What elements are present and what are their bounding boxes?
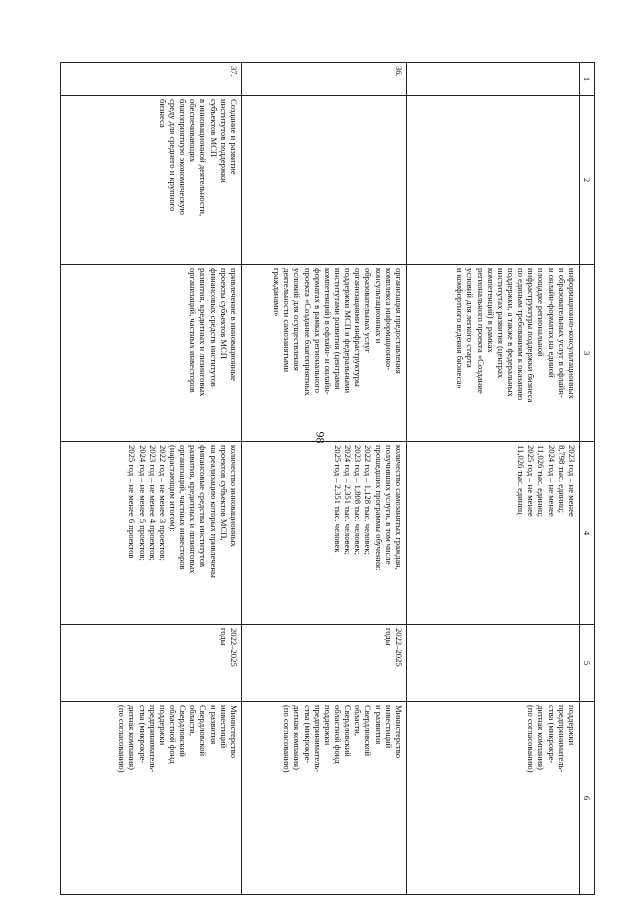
period-line: 2022–2025 [228, 628, 239, 667]
executor-line: Свердловской [198, 705, 209, 757]
activity-line: компетенций) в офлайн- и онлайн- [322, 268, 333, 395]
title-line: институтов поддержки [218, 99, 229, 183]
executor-line: ства (микрокре- [546, 705, 557, 764]
header-col-3: 3 [579, 265, 594, 442]
executor-line: поддержки [566, 705, 577, 746]
indicator-line: 8,798 тыс. единиц; [556, 445, 567, 513]
period-line: 2022–2025 [393, 628, 404, 667]
executor-line: предприниматель- [147, 705, 158, 773]
page-number: 98 [313, 431, 328, 444]
executor-line: дитная компания) [292, 705, 303, 770]
executor-line: дитная компания) [127, 705, 138, 770]
activity-line: деятельности самозанятыми [282, 268, 293, 373]
executor-line: предприниматель- [312, 705, 323, 773]
executor-line: предприниматель- [556, 705, 567, 773]
executor-line: Министерство [228, 705, 239, 758]
activity-line: площадке региональной [536, 268, 547, 357]
cell-activity [60, 265, 241, 442]
cell-period [60, 625, 241, 702]
table-row [241, 63, 406, 895]
indicator-line: 2023 год – не менее 4 проектов; [147, 445, 158, 561]
executor-line: и развития [373, 705, 384, 745]
rotated-table-wrapper [80, 62, 595, 852]
indicator-line: развития, кредитных и лизинговых [188, 445, 199, 574]
title-line: бизнеса [157, 99, 168, 128]
plan-table [60, 62, 595, 895]
period-line: годы [218, 628, 229, 646]
activity-line: финансовых средств институтов [208, 268, 219, 387]
activity-line: проекты субъектов МСП [218, 268, 229, 359]
cell-period [241, 625, 406, 702]
activity-line: и онлайн-форматах на единой [546, 268, 557, 378]
indicator-line: 2022 год – 1,128 тыс. человек; [363, 445, 374, 555]
activity-line: гражданами» [272, 268, 283, 317]
indicator-line: на реализацию которых привлечены [208, 445, 219, 578]
cell-title [241, 96, 406, 265]
period-line: годы [383, 628, 394, 646]
indicator-line: 11,026 тыс. единиц [516, 445, 527, 515]
title-line: среду для среднего и крупного [168, 99, 179, 212]
activity-line: организациями инфраструктуры [353, 268, 364, 387]
executor-line: области, [353, 705, 364, 736]
cell-executor [60, 702, 241, 895]
header-col-1: 1 [579, 63, 594, 96]
indicator-line: 2022 год – не менее 3 проектов; [157, 445, 168, 561]
activity-line: инфраструктуры поддержки бизнеса [526, 268, 537, 403]
executor-line: Свердловской [363, 705, 374, 757]
cell-number [406, 63, 579, 96]
executor-line: ства (микрокре- [302, 705, 313, 764]
indicator-line: 2025 год – не менее [526, 445, 537, 517]
indicator-line: финансовые средства институтов [198, 445, 209, 568]
cell-number: 37. [60, 63, 241, 96]
executor-line: инвестиций [218, 705, 229, 749]
indicator-line: количество инновационных [228, 445, 239, 547]
cell-indicator [406, 442, 579, 625]
title-line: субъектов МСП [208, 99, 219, 158]
indicator-line: 2024 год – 2,351 тыс. человек; [343, 445, 354, 555]
executor-line: области, [188, 705, 199, 736]
table-row [406, 63, 579, 895]
rotated-table-frame [80, 62, 595, 852]
activity-line: привлечение в инновационные [228, 268, 239, 381]
indicator-line: получивших услуги, в том числе [383, 445, 394, 565]
indicator-line: проектов субъектов МСП, [218, 445, 229, 541]
executor-line: Свердловский [178, 705, 189, 757]
title-line: обеспечивающих [188, 99, 199, 163]
header-col-2: 2 [579, 96, 594, 265]
cell-number: 36. [241, 63, 406, 96]
activity-line: форматах в рамках регионального [312, 268, 323, 393]
executor-line: инвестиций [383, 705, 394, 749]
activity-line: проекта «Создание благоприятных [302, 268, 313, 396]
activity-line: компетенций) в рамках [485, 268, 496, 353]
executor-line: поддержки [157, 705, 168, 746]
executor-line: (по согласованию) [282, 705, 293, 773]
activity-line: и образовательных услуг в офлайн- [556, 268, 567, 398]
indicator-line: 2025 год – 2,351 тыс. человек [333, 445, 344, 553]
activity-line: по единым требованиям к оказанию [516, 268, 527, 401]
executor-line: ства (микрокре- [137, 705, 148, 764]
executor-line: поддержки [322, 705, 333, 746]
activity-line: институтами развития (центрами [333, 268, 344, 390]
indicator-line: 2024 год – не менее 5 проектов; [137, 445, 148, 561]
executor-line: дитная компания) [536, 705, 547, 770]
activity-line: комплекса информационно- [383, 268, 394, 371]
indicator-line: организаций, частных инвесторов [178, 445, 189, 570]
activity-line: образовательных услуг [363, 268, 374, 353]
table-row [60, 63, 241, 895]
cell-indicator [241, 442, 406, 625]
cell-title [406, 96, 579, 265]
executor-line: Свердловский [343, 705, 354, 757]
activity-line: консультационных и [373, 268, 384, 344]
executor-line: (по согласованию) [526, 705, 537, 773]
indicator-line: количество самозанятых граждан, [393, 445, 404, 570]
activity-line: институтах развития (центрах [495, 268, 506, 379]
activity-line: поддержки МСП и федеральными [343, 268, 354, 394]
activity-line: информационно-консультационных [566, 268, 577, 399]
header-col-6: 6 [579, 702, 594, 895]
indicator-line: 11,026 тыс. единиц; [536, 445, 547, 517]
executor-line: областной фонд [168, 705, 179, 764]
cell-title [60, 96, 241, 265]
header-col-5: 5 [579, 625, 594, 702]
activity-line: условий для легкого старта [465, 268, 476, 368]
table-body [60, 63, 579, 895]
indicator-line: 2025 год – не менее 6 проектов [127, 445, 138, 559]
executor-line: и развития [208, 705, 219, 745]
cell-executor [406, 702, 579, 895]
indicator-line: 2023 год – 1,808 тыс. человек; [353, 445, 364, 555]
title-line: в инновационной деятельности, [198, 99, 209, 217]
activity-line: условий для осуществления [292, 268, 303, 371]
title-line: благоприятную экономическую [178, 99, 189, 215]
indicator-line: 2024 год – не менее [546, 445, 557, 517]
cell-executor [241, 702, 406, 895]
cell-period [406, 625, 579, 702]
activity-line: развития, кредитных и лизинговых [198, 268, 209, 397]
activity-line: организация предоставления [393, 268, 404, 374]
activity-line: организаций, частных инвесторов [188, 268, 199, 393]
activity-line: поддержки, а также в федеральных [506, 268, 517, 397]
cell-indicator [60, 442, 241, 625]
executor-line: (по согласованию) [117, 705, 128, 773]
activity-line: регионального проекта «Создание [475, 268, 486, 394]
table-header-row [579, 63, 594, 895]
executor-line: областной фонд [333, 705, 344, 764]
executor-line: Министерство [393, 705, 404, 758]
indicator-line: прошедших программы обучения: [373, 445, 384, 571]
cell-activity [241, 265, 406, 442]
cell-activity [406, 265, 579, 442]
indicator-line: 2023 год – не менее [566, 445, 577, 517]
activity-line: и комфортного ведения бизнеса» [455, 268, 466, 389]
header-col-4: 4 [579, 442, 594, 625]
title-line: Создание и развитие [228, 99, 239, 175]
indicator-line: (нарастающим итогом): [168, 445, 179, 532]
